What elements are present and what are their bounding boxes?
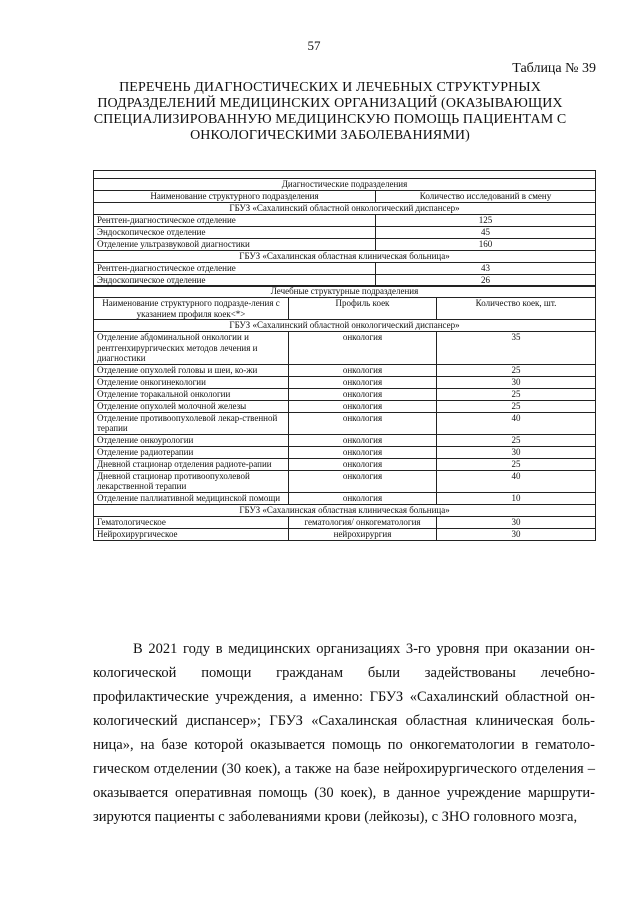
treatment-section-row xyxy=(94,286,596,298)
table-row xyxy=(94,388,596,400)
org-row xyxy=(94,504,596,516)
unit-name: Отделение противоопухолевой лекар-ственной терапии xyxy=(94,412,289,434)
unit-count: 125 xyxy=(376,215,596,227)
unit-name: Отделение радиотерапии xyxy=(94,446,289,458)
table-row xyxy=(94,263,596,275)
unit-name: Отделение абдоминальной онкологии и рентгенхирургических методов лечения и диагностики xyxy=(94,332,289,365)
diagnostic-header-row xyxy=(94,191,596,203)
bed-count: 30 xyxy=(437,376,596,388)
bed-count: 10 xyxy=(437,492,596,504)
bed-profile: гематология/ онкогематология xyxy=(289,516,437,528)
unit-name: Отделение опухолей молочной железы xyxy=(94,400,289,412)
bed-profile: онкология xyxy=(289,446,437,458)
bed-profile: нейрохирургия xyxy=(289,528,437,540)
table-row xyxy=(94,364,596,376)
unit-name: Отделение ультразвуковой диагностики xyxy=(94,239,376,251)
unit-name: Дневной стационар противоопухолевой лекарственной терапии xyxy=(94,470,289,492)
bed-count: 40 xyxy=(437,412,596,434)
diagnostic-units-table xyxy=(93,170,596,287)
bed-count: 30 xyxy=(437,528,596,540)
unit-name: Отделение онкогинекологии xyxy=(94,376,289,388)
unit-name: Рентген-диагностическое отделение xyxy=(94,263,376,275)
bed-profile: онкология xyxy=(289,492,437,504)
unit-name: Отделение торакальной онкологии xyxy=(94,388,289,400)
table-row xyxy=(94,470,596,492)
org-name: ГБУЗ «Сахалинская областная клиническая больница» xyxy=(94,504,596,516)
table-row xyxy=(94,239,596,251)
unit-count: 160 xyxy=(376,239,596,251)
bed-profile: онкология xyxy=(289,412,437,434)
bed-count: 25 xyxy=(437,388,596,400)
table-row xyxy=(94,446,596,458)
org-name: ГБУЗ «Сахалинский областной онкологический диспансер» xyxy=(94,203,596,215)
unit-name: Отделение опухолей головы и шеи, ко-жи xyxy=(94,364,289,376)
unit-name: Гематологическое xyxy=(94,516,289,528)
org-name: ГБУЗ «Сахалинская областная клиническая больница» xyxy=(94,251,596,263)
bed-count: 25 xyxy=(437,364,596,376)
bed-profile: онкология xyxy=(289,400,437,412)
table-row xyxy=(94,412,596,434)
unit-name: Отделение онкоурологии xyxy=(94,434,289,446)
table-row xyxy=(94,516,596,528)
diagnostic-col-unit: Наименование структурного подразделения xyxy=(94,191,376,203)
bed-profile: онкология xyxy=(289,458,437,470)
org-name: ГБУЗ «Сахалинский областной онкологический диспансер» xyxy=(94,320,596,332)
table-row xyxy=(94,227,596,239)
unit-name: Рентген-диагностическое отделение xyxy=(94,215,376,227)
treatment-col-beds: Количество коек, шт. xyxy=(437,298,596,320)
bed-count: 25 xyxy=(437,434,596,446)
unit-count: 45 xyxy=(376,227,596,239)
org-row xyxy=(94,251,596,263)
treatment-units-table xyxy=(93,285,596,541)
table-row xyxy=(94,400,596,412)
table-row xyxy=(94,528,596,540)
bed-count: 30 xyxy=(437,516,596,528)
bed-profile: онкология xyxy=(289,434,437,446)
bed-count: 25 xyxy=(437,400,596,412)
treatment-section-title: Лечебные структурные подразделения xyxy=(94,286,596,298)
bed-profile: онкология xyxy=(289,332,437,365)
unit-count: 26 xyxy=(376,275,596,287)
diagnostic-col-count: Количество исследований в смену xyxy=(376,191,596,203)
table-row xyxy=(94,332,596,365)
table-label: Таблица № 39 xyxy=(512,61,596,76)
treatment-col-unit: Наименование структурного подразде-ления с указанием профиля коек<*> xyxy=(94,298,289,320)
org-row xyxy=(94,203,596,215)
table-row xyxy=(94,215,596,227)
treatment-header-row xyxy=(94,298,596,320)
bed-count: 40 xyxy=(437,470,596,492)
page-number: 57 xyxy=(307,38,321,53)
unit-name: Эндоскопическое отделение xyxy=(94,275,376,287)
bed-profile: онкология xyxy=(289,376,437,388)
unit-name: Дневной стационар отделения радиоте-рапии xyxy=(94,458,289,470)
unit-name: Эндоскопическое отделение xyxy=(94,227,376,239)
bed-profile: онкология xyxy=(289,388,437,400)
unit-name: Отделение паллиативной медицинской помощи xyxy=(94,492,289,504)
org-row xyxy=(94,320,596,332)
document-heading: ПЕРЕЧЕНЬ ДИАГНОСТИЧЕСКИХ И ЛЕЧЕБНЫХ СТРУКТУРНЫХ ПОДРАЗДЕЛЕНИЙ МЕДИЦИНСКИХ ОРГАНИЗАЦИЙ (ОКАЗЫВАЮЩИХ СПЕЦИАЛИЗИРОВАННУЮ МЕДИЦИНСКУЮ ПОМОЩЬ ПАЦИЕНТАМ С ОНКОЛОГИЧЕСКИМИ ЗАБОЛЕВАНИЯМИ) xyxy=(93,80,567,143)
bed-count: 25 xyxy=(437,458,596,470)
unit-name: Нейрохирургическое xyxy=(94,528,289,540)
bed-profile: онкология xyxy=(289,470,437,492)
table-row xyxy=(94,434,596,446)
body-paragraph: В 2021 году в медицинских организациях 3-го уровня при оказании он-кологической помощи гражданам были задействованы лечебно-профилактические учреждения, а именно: ГБУЗ «Сахалинский областной он-кологический диспансер»; ГБУЗ «Сахалинская областная клиническая боль-ница», на базе которой оказывается помощь по онкогематологии в гематоло-гическом отделении (30 коек), а также на базе нейрохирургического отделения – оказывается оперативная помощь (30 коек), в данное учреждение маршрути-зируются пациенты с заболеваниями крови (лейкозы), с ЗНО головного мозга, xyxy=(93,640,595,825)
table-row xyxy=(94,492,596,504)
table-row xyxy=(94,458,596,470)
bed-profile: онкология xyxy=(289,364,437,376)
unit-count: 43 xyxy=(376,263,596,275)
table-top-spacer-row xyxy=(94,171,596,179)
table-row xyxy=(94,376,596,388)
bed-count: 35 xyxy=(437,332,596,365)
diagnostic-section-row xyxy=(94,179,596,191)
diagnostic-section-title: Диагностические подразделения xyxy=(94,179,596,191)
bed-count: 30 xyxy=(437,446,596,458)
treatment-col-profile: Профиль коек xyxy=(289,298,437,320)
